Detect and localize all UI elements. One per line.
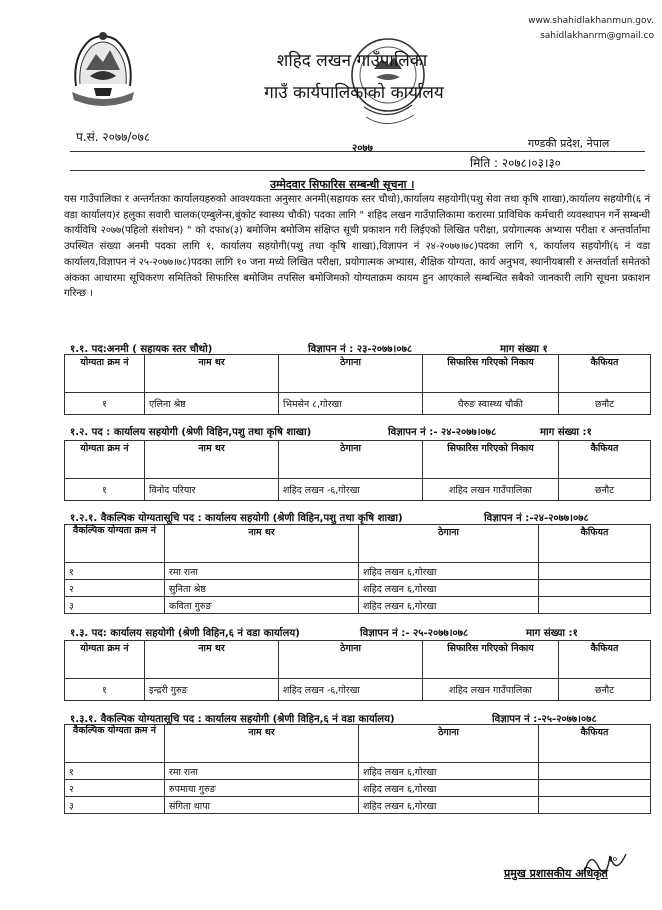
notice-body: यस गाउँपालिका र अन्तर्गतका कार्यालयहरुको आवश्यकता अनुसार अनमी(सहायक स्तर चौथो),कार्यालय सहयोगी(पशु सेवा तथा कृषि शाखा),कार्यालय सहयोगी(६ नं वडा कार्यालय)र हलुका सवारी चालक(एम्बुलेन्स,बुंकोट स्वास्थ्य चौकी) पदका लागि " शहिद लखन गाउँपालिकामा करारमा प्राविधिक कर्मचारी व्यवस्थापन गर्ने सम्बन्धी कार्यविधि २०७७(पहिलो संशोधन) " को दफा४(३) बमोजिम बमोजिम संक्षिप्त सूची प्रकाशन गरी लिईएको लिखित परीक्षा, प्रयोगात्मक अभ्यास परीक्षा र अन्तर्वार्तामा उपस्थित संख्या अनमी पदका लागि १, कार्यालय सहयोगी(पशु तथा कृषि शाखा),विज्ञापन नं २४-२०७७।७८)पदका लागि ९, कार्यालय सहयोगी(६ नं वडा कार्यालय,विज्ञापन नं २५-२०७७।७८)पदका लागि १० जना मध्ये लिखित परीक्षा, प्रयोगात्मक अभ्यास, शैक्षिक योग्यता, कार्य अनुभव, स्थानीयबासी र अन्तर्वार्ता समेतको अंकका आधारमा सूचिकरण समितिको सिफारिस बमोजिम तपसिल बमोजिमको योग्यताक्रम कायम हुन आएकाले सम्बन्धित सबैको जानकारी लागि सूचना प्रकाशन गरिन्छ । — [64, 194, 650, 300]
cell-name: एलिना श्रेष्ठ — [145, 393, 279, 415]
header-office: सिफारिस गरिएको निकाय — [423, 641, 559, 679]
table-header-row — [65, 725, 651, 763]
cell-office: शहिद लखन गाउँपालिका — [423, 679, 559, 701]
cell-rank: १ — [65, 393, 145, 415]
result-table — [64, 440, 651, 501]
header-name: नाम थर — [145, 355, 279, 393]
cell-rank: १ — [65, 679, 145, 701]
cell-name: सुनिता श्रेष्ठ — [165, 580, 359, 597]
office-name-line1: शहिद लखन गाउँपालिका — [276, 51, 428, 71]
cell-address: शहिद लखन -६,गोरखा — [279, 679, 423, 701]
email-text: sahidlakhanrm@gmail.co — [540, 31, 654, 41]
cell-name: इन्द्ररी गुरुङ — [145, 679, 279, 701]
header-remark: कैफियत — [559, 641, 651, 679]
cell-rank: ३ — [65, 797, 165, 814]
header-remark: कैफियत — [539, 725, 651, 763]
cell-address: शहिद लखन ६,गोरखा — [359, 597, 539, 614]
cell-office: घैरुङ स्वास्थ्य चौकी — [423, 393, 559, 415]
section-heading — [70, 625, 644, 639]
notice-date: मिति : २०७८।०३।३० — [470, 156, 561, 170]
header-alt-rank: वैकल्पिक योग्यता क्रम नं — [65, 525, 165, 563]
cell-address: शहिद लखन ६,गोरखा — [359, 580, 539, 597]
header-remark: कैफियत — [559, 441, 651, 479]
section-title: १.२. पद : कार्यालय सहयोगी (श्रेणी विहिन,पशु तथा कृषि शाखा) — [70, 427, 312, 438]
header-rank: योग्यता क्रम नं — [65, 441, 145, 479]
notice-subject: उम्मेदवार सिफारिस सम्बन्धी सूचना । — [270, 178, 415, 191]
cell-name: रमा राना — [165, 563, 359, 580]
province-text: गण्डकी प्रदेश, नेपाल — [528, 137, 610, 150]
table-row — [65, 763, 651, 780]
section-title: १.३.१. वैकल्पिक योग्यतासूचि पद : कार्यालय सहयोगी (श्रेणी विहिन,६ नं वडा कार्यालय) — [70, 714, 395, 725]
header-name: नाम थर — [145, 641, 279, 679]
cell-name: विनोद परियार — [145, 479, 279, 501]
table-row — [65, 393, 651, 415]
header-divider — [70, 151, 645, 152]
alternate-list-table — [64, 724, 651, 814]
cell-remark: छनौट — [559, 393, 651, 415]
cell-remark — [539, 797, 651, 814]
cell-remark: छनौट — [559, 479, 651, 501]
cell-remark: छनौट — [559, 679, 651, 701]
header-name: नाम थर — [165, 725, 359, 763]
section-heading — [70, 711, 644, 725]
header-rank: योग्यता क्रम नं — [65, 641, 145, 679]
section-title: १.२.१. वैकल्पिक योग्यतासूचि पद : कार्यालय सहयोगी (श्रेणी विहिन,पशु तथा कृषि शाखा) — [70, 513, 403, 524]
section-heading — [70, 510, 644, 524]
header-office: सिफारिस गरिएको निकाय — [423, 441, 559, 479]
cell-remark — [539, 580, 651, 597]
cell-name: कविता गुरुङ — [165, 597, 359, 614]
stamp-year: २०७७ — [352, 143, 373, 154]
cell-rank: २ — [65, 580, 165, 597]
header-address: ठेगाना — [279, 441, 423, 479]
signature-mark: २० — [608, 855, 618, 865]
cell-address: शहिद लखन ६,गोरखा — [359, 780, 539, 797]
cell-remark — [539, 780, 651, 797]
header-address: ठेगाना — [279, 641, 423, 679]
result-table — [64, 354, 651, 415]
header-address: ठेगाना — [359, 525, 539, 563]
table-row — [65, 797, 651, 814]
table-row — [65, 563, 651, 580]
cell-rank: २ — [65, 780, 165, 797]
cell-office: शहिद लखन गाउँपालिका — [423, 479, 559, 501]
header-name: नाम थर — [165, 525, 359, 563]
cell-remark — [539, 563, 651, 580]
office-name-line2: गाउँ कार्यपालिकाको कार्यालय — [264, 83, 444, 103]
table-header-row — [65, 441, 651, 479]
advertisement-number: विज्ञापन नं :-२४-२०७७।०७८ — [484, 513, 589, 524]
table-row — [65, 479, 651, 501]
cell-name: रमा राना — [165, 763, 359, 780]
section-title: १.१. पद:अनमी ( सहायक स्तर चौथो) — [70, 344, 213, 355]
signatory-title: प्रमुख प्रशासकीय अधिकृत — [504, 867, 608, 880]
header-rank: योग्यता क्रम नं — [65, 355, 145, 393]
post-count: माग संख्या :१ — [526, 628, 578, 639]
cell-rank: १ — [65, 479, 145, 501]
section-heading — [70, 341, 630, 355]
cell-rank: ३ — [65, 597, 165, 614]
section-title: १.३. पद: कार्यालय सहयोगी (श्रेणी विहिन,६ नं वडा कार्यालय) — [70, 628, 300, 639]
reference-number: प.सं. २०७७/०७८ — [76, 130, 151, 144]
website-text: www.shahidlakhanmun.gov. — [528, 16, 654, 26]
header-office: सिफारिस गरिएको निकाय — [423, 355, 559, 393]
header-alt-rank: वैकल्पिक योग्यता क्रम नं — [65, 725, 165, 763]
table-header-row — [65, 355, 651, 393]
cell-address: शहिद लखन ६,गोरखा — [359, 797, 539, 814]
alternate-list-table — [64, 524, 651, 614]
cell-address: शहिद लखन ६,गोरखा — [359, 563, 539, 580]
cell-rank: १ — [65, 563, 165, 580]
advertisement-number: विज्ञापन नं :- २४-२०७७।०७८ — [388, 427, 497, 438]
cell-address: शहिद लखन ६,गोरखा — [359, 763, 539, 780]
post-count: माग संख्या १ — [500, 344, 548, 355]
header-address: ठेगाना — [279, 355, 423, 393]
cell-name: रुपमाया गुरुङ — [165, 780, 359, 797]
header-remark: कैफियत — [539, 525, 651, 563]
header-name: नाम थर — [145, 441, 279, 479]
post-count: माग संख्या :१ — [540, 427, 592, 438]
nepal-emblem-icon — [66, 26, 140, 110]
cell-address: भिमसेन ८,गोरखा — [279, 393, 423, 415]
cell-remark — [539, 763, 651, 780]
cell-address: शहिद लखन -६,गोरखा — [279, 479, 423, 501]
table-header-row — [65, 641, 651, 679]
result-table — [64, 640, 651, 701]
cell-rank: १ — [65, 763, 165, 780]
advertisement-number: विज्ञापन नं : २३-२०७७।०७८ — [308, 344, 413, 355]
header-address: ठेगाना — [359, 725, 539, 763]
date-divider — [70, 170, 645, 171]
advertisement-number: विज्ञापन नं :- २५-२०७७।०७८ — [360, 628, 469, 639]
section-heading — [70, 424, 630, 438]
cell-remark — [539, 597, 651, 614]
table-row — [65, 597, 651, 614]
header-remark: कैफियत — [559, 355, 651, 393]
cell-name: संगिता थापा — [165, 797, 359, 814]
advertisement-number: विज्ञापन नं :-२५-२०७७।०७८ — [492, 714, 597, 725]
table-row — [65, 580, 651, 597]
table-row — [65, 780, 651, 797]
table-header-row — [65, 525, 651, 563]
table-row — [65, 679, 651, 701]
